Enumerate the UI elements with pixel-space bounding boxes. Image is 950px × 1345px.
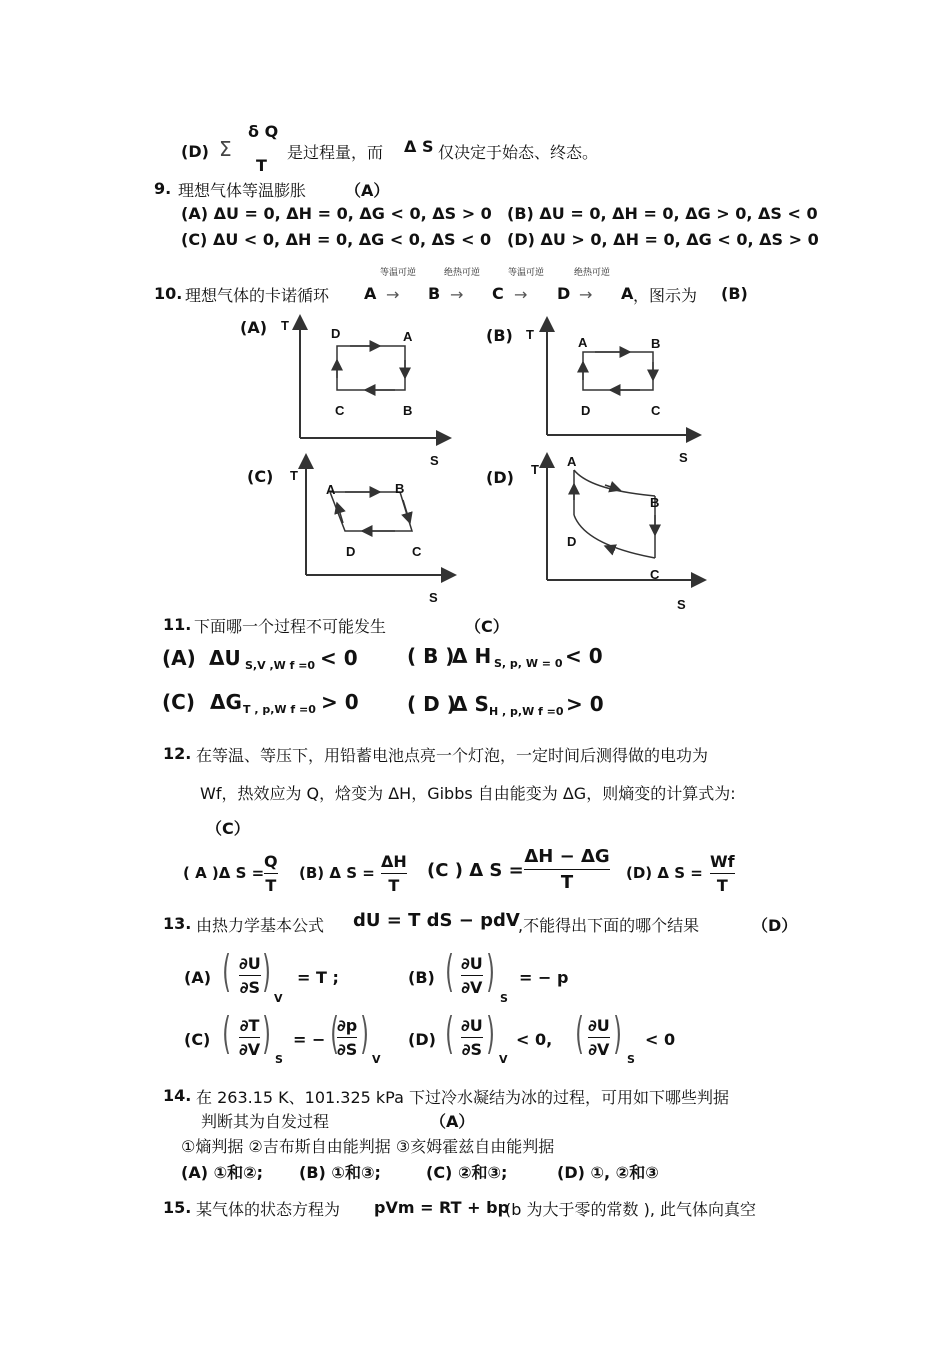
q13-d-den2: ∂V xyxy=(588,1040,610,1059)
q13-d-frac2 xyxy=(588,1016,610,1059)
q14-option-b: (B) ①和③; xyxy=(299,1163,381,1182)
axis-s-c: S xyxy=(429,590,438,605)
q10-step-b: B xyxy=(428,284,441,303)
point-b-b: B xyxy=(651,336,661,351)
q13-stem2: ,不能得出下面的哪个结果 xyxy=(518,916,700,935)
axis-t-d: T xyxy=(531,462,539,477)
q8-dq: δ Q xyxy=(248,122,279,141)
diagram-c-label: (C) xyxy=(247,467,274,486)
q13-d-sub2: S xyxy=(627,1053,635,1066)
q13-c-label: (C) xyxy=(184,1030,211,1049)
q11-d-sub: H , p,W f =0 xyxy=(489,705,564,718)
axis-s-a: S xyxy=(430,453,439,468)
q13-a-frac xyxy=(239,954,261,997)
q13-d-den: ∂S xyxy=(461,1040,482,1059)
q12-a-num: Q xyxy=(264,852,278,871)
point-b-c: B xyxy=(395,481,405,496)
q9-option-b: (B) ΔU = 0, ΔH = 0, ΔG > 0, ΔS < 0 xyxy=(507,204,818,223)
q15-line1: 某气体的状态方程为 xyxy=(196,1200,341,1219)
q11-c-rel: > 0 xyxy=(321,690,359,714)
q13-d-num: ∂U xyxy=(461,1016,483,1035)
q10-over-1: 等温可逆 xyxy=(380,268,417,278)
point-b-a: B xyxy=(403,403,413,418)
axis-s-d: S xyxy=(677,597,686,612)
paren-left-icon: ( xyxy=(222,946,231,997)
q12-c-num: ΔH − ΔG xyxy=(524,846,610,867)
q10-number: 10. xyxy=(154,284,183,303)
q12-b-lhs: (B) Δ S = xyxy=(299,864,375,882)
arrow-icon: → xyxy=(450,285,464,304)
q13-d-num2: ∂U xyxy=(588,1016,610,1035)
axis-t-b: T xyxy=(526,327,534,342)
q8-text1: 是过程量，而 xyxy=(287,143,384,162)
diagram-d-label: (D) xyxy=(486,468,514,487)
q13-c-sub: S xyxy=(275,1053,283,1066)
point-b-d: B xyxy=(650,495,660,510)
q13-c-frac2 xyxy=(337,1016,357,1059)
q12-a-lhs: ( A )Δ S = xyxy=(183,864,265,882)
point-a-d: A xyxy=(567,454,577,469)
q13-number: 13. xyxy=(163,914,192,933)
q12-a-frac xyxy=(264,852,278,895)
q14-line3: ①熵判据 ②吉布斯自由能判据 ③亥姆霍兹自由能判据 xyxy=(181,1137,555,1156)
q12-d-frac xyxy=(710,852,735,895)
q12-c-den: T xyxy=(560,872,574,893)
q11-a-label: (A) xyxy=(162,646,196,670)
q13-c-den2: ∂S xyxy=(337,1040,358,1059)
q13-answer: （D） xyxy=(752,916,798,935)
q10-step-d: D xyxy=(557,284,571,303)
paren-right-icon: ) xyxy=(262,946,271,997)
paren-left-icon: ( xyxy=(445,1008,454,1059)
q11-c-func: ΔG xyxy=(210,690,242,714)
q13-d-sub: V xyxy=(499,1053,508,1066)
q9-answer: （A） xyxy=(345,181,390,200)
q13-a-rhs: = T ; xyxy=(297,968,339,987)
q11-b-sub: S, p, W = 0 xyxy=(494,657,563,670)
point-c-b: C xyxy=(651,403,661,418)
diagram-b xyxy=(526,318,700,465)
q13-d-label: (D) xyxy=(408,1030,436,1049)
q10-answer: (B) xyxy=(721,284,748,303)
q12-b-frac xyxy=(381,852,407,895)
q13-c-mid: = − xyxy=(293,1030,326,1049)
arrow-icon: → xyxy=(579,285,593,304)
q13-b-den: ∂V xyxy=(461,978,483,997)
q12-c-lhs: (C ) Δ S = xyxy=(427,860,524,881)
q14-option-d: (D) ①, ②和③ xyxy=(557,1163,659,1182)
q14-answer: （A） xyxy=(430,1112,475,1131)
q13-d-frac xyxy=(461,1016,483,1059)
q13-a-label: (A) xyxy=(184,968,212,987)
q13-c-den: ∂V xyxy=(239,1040,261,1059)
axis-t-c: T xyxy=(290,468,298,483)
q11-b-label: ( B ) xyxy=(407,644,455,668)
paren-left-icon: ( xyxy=(222,1008,231,1059)
q12-d-lhs: (D) Δ S = xyxy=(626,864,703,882)
q11-c-sub: T , p,W f =0 xyxy=(243,703,316,716)
q10-step-a: A xyxy=(364,284,377,303)
q9-number: 9. xyxy=(154,179,172,198)
paren-right-icon: ) xyxy=(613,1008,622,1059)
q11-a-func: ΔU xyxy=(209,646,241,670)
q13-b-label: (B) xyxy=(408,968,435,987)
q11-b-func: Δ H xyxy=(452,644,492,668)
q10-tail: ，图示为 xyxy=(633,286,698,305)
q8-ds: Δ S xyxy=(404,137,434,156)
q12-d-num: Wf xyxy=(710,852,735,871)
q11-number: 11. xyxy=(163,615,192,634)
diagram-d xyxy=(531,454,705,612)
q12-b-num: ΔH xyxy=(381,852,407,871)
q12-line2: Wf，热效应为 Q，焓变为 ΔH，Gibbs 自由能变为 ΔG，则熵变的计算式为: xyxy=(200,784,736,803)
axis-t-a: T xyxy=(281,318,289,333)
q12-b-den: T xyxy=(388,876,400,895)
q11-d-label: ( D ) xyxy=(407,692,456,716)
q12-d-den: T xyxy=(716,876,728,895)
point-c-d: C xyxy=(650,567,660,582)
diagram-a xyxy=(281,316,450,468)
q12-line1: 在等温、等压下，用铅蓄电池点亮一个灯泡，一定时间后测得做的电功为 xyxy=(196,746,709,765)
paren-right-icon: ) xyxy=(360,1008,369,1059)
point-d-a: D xyxy=(331,326,341,341)
q13-a-sub: V xyxy=(274,992,283,1005)
q13-a-num: ∂U xyxy=(239,954,261,973)
arrow-icon: → xyxy=(386,285,400,304)
point-c-c: C xyxy=(412,544,422,559)
q13-d-rhs2: < 0 xyxy=(645,1030,676,1049)
sigma-symbol: Σ xyxy=(219,137,232,161)
q15-number: 15. xyxy=(163,1198,192,1217)
q11-a-sub: S,V ,W f =0 xyxy=(245,659,316,672)
q14-option-a: (A) ①和②; xyxy=(181,1163,264,1182)
q10-stem: 理想气体的卡诺循环 xyxy=(185,286,330,305)
q10-over-3: 等温可逆 xyxy=(508,268,545,278)
q13-equation: dU = T dS − pdV xyxy=(353,910,520,931)
q10-step-c: C xyxy=(492,284,504,303)
q13-c-num2: ∂p xyxy=(337,1016,358,1035)
q8-d-label: (D) xyxy=(181,142,209,161)
q9-option-c: (C) ΔU < 0, ΔH = 0, ΔG < 0, ΔS < 0 xyxy=(181,230,492,249)
q9-option-d: (D) ΔU > 0, ΔH = 0, ΔG < 0, ΔS > 0 xyxy=(507,230,819,249)
q11-c-label: (C) xyxy=(162,690,195,714)
paren-right-icon: ) xyxy=(262,1008,271,1059)
q13-c-sub2: V xyxy=(372,1053,381,1066)
q13-a-den: ∂S xyxy=(239,978,260,997)
q15-equation: pVm = RT + bp xyxy=(374,1198,510,1217)
q11-d-func: Δ S xyxy=(452,692,489,716)
arrow-icon: → xyxy=(514,285,528,304)
paren-left-icon: ( xyxy=(575,1008,584,1059)
point-a-a: A xyxy=(403,329,413,344)
q14-line1: 在 263.15 K、101.325 kPa 下过冷水凝结为冰的过程，可用如下哪些判据 xyxy=(196,1088,729,1107)
q13-b-sub: S xyxy=(500,992,508,1005)
q11-a-rel: < 0 xyxy=(320,646,358,670)
q13-stem1: 由热力学基本公式 xyxy=(196,916,325,935)
q11-stem: 下面哪一个过程不可能发生 xyxy=(194,617,387,636)
axis-s-b: S xyxy=(679,450,688,465)
paren-left-icon: ( xyxy=(330,1008,339,1059)
q12-number: 12. xyxy=(163,744,192,763)
q11-answer: （C） xyxy=(465,617,509,636)
q12-answer: （C） xyxy=(206,819,250,838)
diagram-c xyxy=(290,455,455,605)
diagram-b-label: (B) xyxy=(486,326,513,345)
q10-over-4: 绝热可逆 xyxy=(574,268,611,278)
q9-stem: 理想气体等温膨胀 xyxy=(178,181,307,200)
point-a-b: A xyxy=(578,335,588,350)
point-d-c: D xyxy=(346,544,356,559)
q12-a-den: T xyxy=(265,876,277,895)
q13-b-frac xyxy=(461,954,483,997)
paren-left-icon: ( xyxy=(445,946,454,997)
q9-option-a: (A) ΔU = 0, ΔH = 0, ΔG < 0, ΔS > 0 xyxy=(181,204,492,223)
q13-b-rhs: = − p xyxy=(519,968,569,987)
q10-step-a2: A xyxy=(621,284,634,303)
q14-option-c: (C) ②和③; xyxy=(426,1163,508,1182)
carnot-diagrams xyxy=(0,0,950,620)
point-d-d: D xyxy=(567,534,577,549)
q15-line2: (b 为大于零的常数 ), 此气体向真空 xyxy=(505,1200,756,1219)
q13-d-rhs: < 0, xyxy=(516,1030,553,1049)
q11-b-rel: < 0 xyxy=(565,644,603,668)
paren-right-icon: ) xyxy=(486,1008,495,1059)
diagram-a-label: (A) xyxy=(240,318,268,337)
q14-number: 14. xyxy=(163,1086,192,1105)
q14-line2: 判断其为自发过程 xyxy=(201,1112,330,1131)
point-a-c: A xyxy=(326,482,336,497)
q8-t: T xyxy=(256,156,267,175)
point-c-a: C xyxy=(335,403,345,418)
q8-text2: 仅决定于始态、终态。 xyxy=(438,143,599,162)
q13-b-num: ∂U xyxy=(461,954,483,973)
q13-c-num: ∂T xyxy=(239,1016,260,1035)
q13-c-frac xyxy=(239,1016,260,1059)
point-d-b: D xyxy=(581,403,591,418)
paren-right-icon: ) xyxy=(486,946,495,997)
q10-over-2: 绝热可逆 xyxy=(444,268,481,278)
q11-d-rel: > 0 xyxy=(566,692,604,716)
q12-c-frac xyxy=(524,846,610,893)
